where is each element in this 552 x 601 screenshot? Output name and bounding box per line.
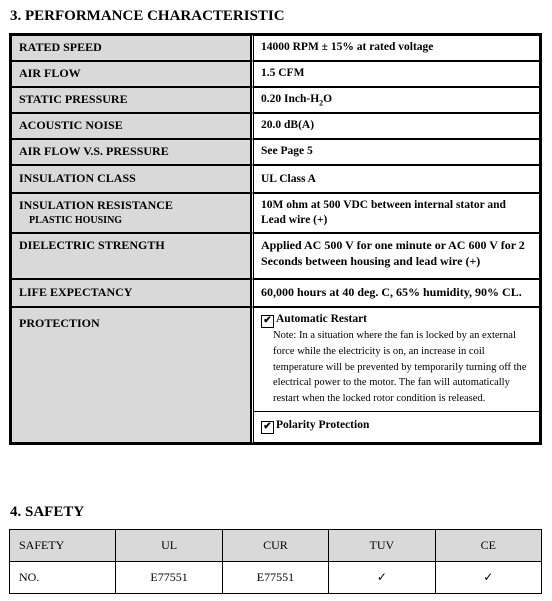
table-row bbox=[11, 193, 540, 233]
row-label: AIR FLOW V.S. PRESSURE bbox=[11, 139, 251, 165]
check-icon: ✓ bbox=[329, 562, 435, 594]
safety-table bbox=[9, 529, 542, 594]
row-label: INSULATION CLASS bbox=[11, 165, 251, 193]
row-value bbox=[251, 87, 540, 114]
automatic-restart-item bbox=[261, 312, 532, 328]
row-value: 60,000 hours at 40 deg. C, 65% humidity, 90% CL. bbox=[251, 279, 540, 307]
table-row bbox=[11, 61, 540, 87]
row-value: 1.5 CFM bbox=[251, 61, 540, 87]
performance-table bbox=[9, 33, 542, 445]
value-subscript: 2 bbox=[319, 97, 324, 107]
row-value: UL Class A bbox=[251, 165, 540, 193]
table-row bbox=[11, 87, 540, 114]
row-label: LIFE EXPECTANCY bbox=[11, 279, 251, 307]
table-row bbox=[10, 562, 542, 594]
polarity-protection-title: Polarity Protection bbox=[276, 418, 370, 431]
row-value: 20.0 dB(A) bbox=[251, 113, 540, 139]
row-label: STATIC PRESSURE bbox=[11, 87, 251, 114]
row-label: DIELECTRIC STRENGTH bbox=[11, 233, 251, 279]
cell: E77551 bbox=[222, 562, 328, 594]
table-row bbox=[11, 307, 540, 443]
value-tail: O bbox=[323, 92, 333, 105]
checked-checkbox-icon: ✔ bbox=[261, 421, 274, 434]
label-text: INSULATION RESISTANCE bbox=[19, 198, 173, 213]
header-cell: CUR bbox=[222, 530, 328, 562]
check-icon: ✓ bbox=[435, 562, 541, 594]
row-label bbox=[11, 193, 251, 233]
automatic-restart-note: Note: In a situation where the fan is locked by an external force while the electricity is on, an increase in coil temperature will be prevented by temporarily turning off the electrical power to the motor. The fan will automatically restart when the locked rotor condition is released. bbox=[273, 330, 527, 405]
table-row bbox=[11, 113, 540, 139]
row-label: AIR FLOW bbox=[11, 61, 251, 87]
value-text: 0.20 Inch-H bbox=[261, 92, 320, 105]
row-value: 10M ohm at 500 VDC between internal stator and Lead wire (+) bbox=[251, 193, 540, 233]
performance-section-title: 3. PERFORMANCE CHARACTERISTIC bbox=[10, 8, 285, 24]
table-row bbox=[11, 35, 540, 61]
automatic-restart-title: Automatic Restart bbox=[276, 313, 368, 326]
row-label: PROTECTION bbox=[11, 307, 251, 443]
table-row bbox=[11, 279, 540, 307]
row-value: Applied AC 500 V for one minute or AC 600 V for 2 Seconds between housing and lead wire (+) bbox=[251, 233, 540, 279]
row-value: See Page 5 bbox=[251, 139, 540, 165]
label-subtext: PLASTIC HOUSING bbox=[29, 214, 123, 226]
header-cell: TUV bbox=[329, 530, 435, 562]
row-value: 14000 RPM ± 15% at rated voltage bbox=[251, 35, 540, 61]
table-row bbox=[11, 233, 540, 279]
table-row bbox=[11, 139, 540, 165]
checked-checkbox-icon: ✔ bbox=[261, 315, 274, 328]
table-row bbox=[11, 165, 540, 193]
header-cell: CE bbox=[435, 530, 541, 562]
header-cell: UL bbox=[116, 530, 222, 562]
header-cell: SAFETY bbox=[10, 530, 116, 562]
polarity-protection-item bbox=[254, 412, 539, 442]
cell: NO. bbox=[10, 562, 116, 594]
protection-value bbox=[251, 307, 540, 443]
cell: E77551 bbox=[116, 562, 222, 594]
row-label: RATED SPEED bbox=[11, 35, 251, 61]
row-label: ACOUSTIC NOISE bbox=[11, 113, 251, 139]
safety-section-title: 4. SAFETY bbox=[10, 504, 85, 520]
table-header-row bbox=[10, 530, 542, 562]
